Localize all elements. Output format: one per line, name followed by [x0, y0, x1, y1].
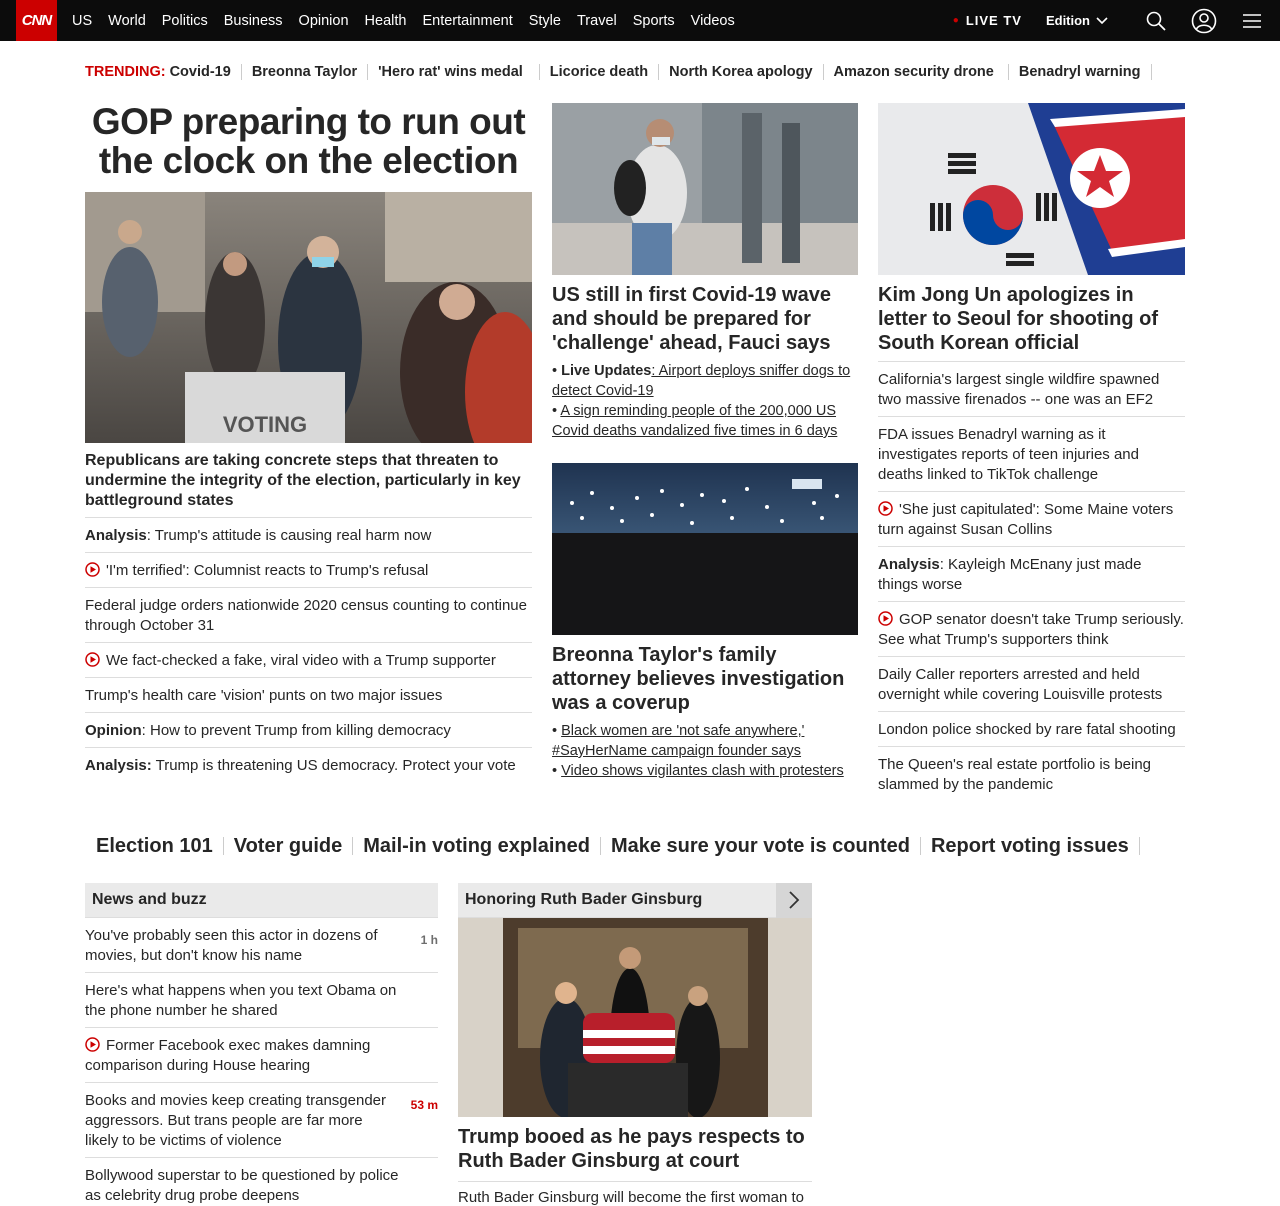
hero-image-voting[interactable]: [85, 192, 532, 443]
list-item[interactable]: [878, 547, 1185, 602]
list-item[interactable]: [85, 643, 532, 678]
bullet-text: Black women are 'not safe anywhere,' #SayHerName campaign founder says: [552, 723, 805, 759]
rbg-header: [458, 883, 812, 918]
play-video-icon: [85, 562, 100, 577]
news-item[interactable]: [85, 1158, 438, 1206]
menu-icon[interactable]: [1228, 0, 1276, 41]
trending-item[interactable]: Licorice death: [540, 64, 659, 80]
list-item[interactable]: [85, 678, 532, 713]
nav-link-world[interactable]: World: [108, 12, 146, 29]
item-text: : Kayleigh McEnany just made things worse: [878, 556, 1142, 593]
item-text: California's largest single wildfire spawned two massive firenados -- one was an EF2: [878, 371, 1160, 408]
rbg-headline[interactable]: Trump booed as he pays respects to Ruth Bader Ginsburg at court: [458, 1117, 812, 1182]
edition-dropdown[interactable]: [1046, 13, 1108, 28]
trending-item[interactable]: Breonna Taylor: [242, 64, 368, 80]
news-item-text: Bollywood superstar to be questioned by police as celebrity drug probe deepens: [85, 1167, 399, 1204]
news-item-text: Here's what happens when you text Obama on the phone number he shared: [85, 982, 397, 1019]
flags-image[interactable]: [878, 103, 1185, 275]
news-item-text: Books and movies keep creating transgender aggressors. But trans people are far more likely to be victims of violence: [85, 1092, 387, 1149]
nav-link-opinion[interactable]: Opinion: [298, 12, 349, 29]
edition-label: Edition: [1045, 13, 1090, 28]
middle-column: [552, 103, 858, 785]
rbg-desc[interactable]: Ruth Bader Ginsburg will become the first woman to: [458, 1189, 804, 1206]
item-text: FDA issues Benadryl warning as it investigates reports of teen injuries and deaths linked to TikTok challenge: [878, 426, 1139, 483]
item-text: Trump is threatening US democracy. Protect your vote: [151, 757, 516, 774]
nav-link-entertainment[interactable]: Entertainment: [422, 12, 513, 29]
trending-item[interactable]: Amazon security drone: [824, 64, 1009, 80]
top-nav: [0, 0, 1280, 41]
kim-headline[interactable]: Kim Jong Un apologizes in letter to Seoul for shooting of South Korean official: [878, 275, 1185, 362]
list-item[interactable]: [878, 657, 1185, 712]
item-text: Trump's health care 'vision' punts on two major issues: [85, 687, 443, 704]
item-text: GOP senator doesn't take Trump seriously. See what Trump's supporters think: [878, 611, 1184, 648]
top-headline[interactable]: GOP preparing to run out the clock on the election: [91, 101, 526, 181]
news-item[interactable]: [85, 918, 438, 973]
play-video-icon: [85, 1037, 100, 1052]
chevron-down-icon: [1096, 17, 1108, 25]
chevron-right-icon[interactable]: [776, 883, 812, 918]
col3-list: [878, 362, 1185, 801]
trending-label: TRENDING:: [85, 64, 166, 80]
trending-item[interactable]: Covid-19: [170, 64, 242, 80]
item-prefix: Analysis:: [85, 757, 152, 774]
list-item[interactable]: [878, 602, 1185, 657]
news-item[interactable]: [85, 973, 438, 1028]
rbg-title[interactable]: Honoring Ruth Bader Ginsburg: [465, 891, 703, 908]
live-tv-link[interactable]: [953, 13, 1022, 28]
item-text: : How to prevent Trump from killing democracy: [141, 722, 451, 739]
play-video-icon: [878, 611, 893, 626]
col1-list: [85, 518, 532, 782]
trending-item[interactable]: Benadryl warning: [1009, 64, 1152, 80]
election-link[interactable]: Make sure your vote is counted: [601, 837, 921, 855]
voting-sign: VOTING: [222, 412, 308, 437]
news-item[interactable]: [85, 1083, 438, 1158]
top-story-column: [85, 100, 532, 782]
timestamp: 53 m: [410, 1098, 438, 1112]
nav-link-travel[interactable]: Travel: [576, 12, 617, 29]
election-link[interactable]: Election 101: [96, 837, 224, 855]
item-prefix: Analysis: [878, 556, 940, 573]
list-item[interactable]: [878, 362, 1185, 417]
breonna-bullets: [552, 721, 858, 785]
lede-text[interactable]: Republicans are taking concrete steps that threaten to undermine the integrity of the election, particularly in key battleground states: [85, 443, 532, 518]
item-text: We fact-checked a fake, viral video with a Trump supporter: [106, 652, 496, 669]
trending-item[interactable]: 'Hero rat' wins medal: [368, 64, 540, 80]
trending-bar: [85, 62, 1152, 82]
list-item[interactable]: [878, 417, 1185, 492]
search-icon[interactable]: [1132, 0, 1180, 41]
bullet-text: : Airport deploys sniffer dogs to detect Covid-19: [552, 363, 851, 399]
item-text: The Queen's real estate portfolio is being slammed by the pandemic: [878, 756, 1152, 793]
covid-bullets: [552, 361, 858, 445]
item-text: : Trump's attitude is causing real harm now: [146, 527, 432, 544]
nav-link-sports[interactable]: Sports: [632, 12, 675, 29]
nav-link-us[interactable]: US: [72, 12, 93, 29]
list-item[interactable]: [878, 712, 1185, 747]
rbg-section: [458, 883, 812, 1206]
item-prefix: Analysis: [85, 527, 147, 544]
protest-image[interactable]: [552, 463, 858, 635]
list-item[interactable]: [85, 553, 532, 588]
bullet-item[interactable]: • Live Updates: Airport deploys sniffer dogs to detect Covid-19: [552, 363, 851, 399]
nav-link-health[interactable]: Health: [364, 12, 407, 29]
covid-image[interactable]: [552, 103, 858, 275]
election-link[interactable]: Mail-in voting explained: [353, 837, 601, 855]
news-and-buzz: [85, 883, 438, 1206]
nav-links: [64, 0, 743, 41]
play-video-icon: [878, 501, 893, 516]
bullet-item[interactable]: • Black women are 'not safe anywhere,' #SayHerName campaign founder says: [552, 723, 805, 759]
list-item[interactable]: [85, 713, 532, 748]
news-item-text: Former Facebook exec makes damning comparison during House hearing: [85, 1037, 371, 1074]
list-item[interactable]: [85, 518, 532, 553]
list-item[interactable]: [878, 492, 1185, 547]
item-text: London police shocked by rare fatal shooting: [878, 721, 1176, 738]
list-item[interactable]: [85, 748, 532, 782]
bullet-prefix: Live Updates: [561, 363, 652, 379]
item-prefix: Opinion: [85, 722, 142, 739]
bullet-text: A sign reminding people of the 200,000 US Covid deaths vandalized five times in 6 days: [552, 403, 838, 439]
election-link[interactable]: Voter guide: [224, 837, 354, 855]
play-video-icon: [85, 652, 100, 667]
nav-link-business[interactable]: Business: [223, 12, 283, 29]
list-item[interactable]: [85, 588, 532, 643]
nav-link-politics[interactable]: Politics: [161, 12, 208, 29]
item-text: Daily Caller reporters arrested and held overnight while covering Louisville protests: [878, 666, 1163, 703]
live-dot-icon: ●: [952, 15, 960, 26]
nav-link-style[interactable]: Style: [528, 12, 561, 29]
bullet-text: Video shows vigilantes clash with protesters: [561, 763, 844, 779]
bullet-item[interactable]: • A sign reminding people of the 200,000 US Covid deaths vandalized five times in 6 days: [552, 403, 838, 439]
nav-link-videos[interactable]: Videos: [690, 12, 735, 29]
election-link[interactable]: Report voting issues: [921, 837, 1140, 855]
news-item[interactable]: [85, 1028, 438, 1083]
covid-headline[interactable]: US still in first Covid-19 wave and should be prepared for 'challenge' ahead, Fauci says: [552, 284, 831, 354]
bullet-item[interactable]: • Video shows vigilantes clash with protesters: [552, 763, 844, 779]
rbg-image[interactable]: [458, 918, 812, 1117]
item-text: 'She just capitulated': Some Maine voters turn against Susan Collins: [878, 501, 1174, 538]
election-bar: [96, 831, 1140, 861]
news-buzz-title[interactable]: News and buzz: [85, 883, 438, 918]
news-list: [85, 918, 438, 1206]
nav-right: [953, 0, 1280, 41]
item-text: Federal judge orders nationwide 2020 census counting to continue through October 31: [85, 597, 527, 634]
account-icon[interactable]: [1180, 0, 1228, 41]
news-item-text: You've probably seen this actor in dozens of movies, but don't know his name: [85, 927, 378, 964]
timestamp: 1 h: [420, 933, 438, 947]
trending-item[interactable]: North Korea apology: [659, 64, 823, 80]
right-column: [878, 103, 1185, 801]
cnn-logo[interactable]: CNN: [16, 0, 57, 41]
list-item[interactable]: [878, 747, 1185, 801]
breonna-headline[interactable]: Breonna Taylor's family attorney believes investigation was a coverup: [552, 644, 845, 714]
live-tv-label: LIVE TV: [965, 13, 1022, 28]
item-text: 'I'm terrified': Columnist reacts to Trump's refusal: [106, 562, 429, 579]
